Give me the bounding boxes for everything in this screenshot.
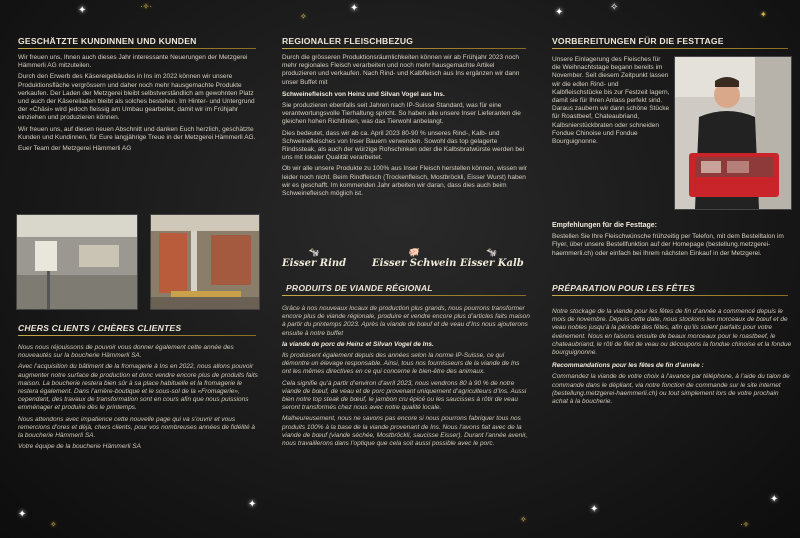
signature: Votre équipe de la boucherie Hämmerli SA bbox=[18, 443, 141, 451]
signature: Euer Team der Metzgerei Hämmerli AG bbox=[18, 145, 132, 153]
paragraph: Commandez la viande de votre choix à l’avance par téléphone, à l’aide du talon de commande dans le dépliant, via notre fonction de commande sur le site internet (bestellung.metzgerei-haemmerli.ch) ou tout simplement lors de votre prochain achat à la boucherie. bbox=[552, 373, 790, 406]
logo-eisser-schwein: 🐖 Eisser Schwein bbox=[372, 248, 457, 269]
heading-rule bbox=[552, 295, 788, 296]
heading-rule bbox=[552, 48, 788, 49]
paragraph: Durch die grösseren Produktionsräumlichkeiten können wir ab Frühjahr 2023 noch mehr regionales Fleisch verarbeiten und noch mehr hausgemachte Artikel produzieren und verkaufen. Nach Rind- und Kalbfleisch aus Ins ergänzen wir dann unser Buffet mit bbox=[282, 54, 520, 86]
paragraph: Avec l’acquisition du bâtiment de la fromagerie à Ins en 2022, nous allons pouvoir augmenter notre surface de production et donc vendre encore plus de produits faits maison. La boucherie restera bien sûr à sa place habituelle et la fromagerie le restera également. Dans l’arrière-boutique et le sous-sol de la «Fromagerie», cependant, des travaux de transformation sont en cours afin que nous puissions emménager et produire dès le printemps. bbox=[18, 363, 258, 412]
paragraph: Nous attendons avec impatience cette nouvelle page qui va s’ouvrir et vous remercions d’ores et déjà, chers clients, pour vos nombreuses années de fidélité à la boucherie Hämmerli SA. bbox=[18, 415, 256, 440]
heading-produits-regional: PRODUITS DE VIANDE RÉGIONAL bbox=[286, 283, 433, 293]
logo-eisser-kalb: 🐄 Eisser Kalb bbox=[460, 248, 524, 269]
text-block-de bbox=[552, 56, 670, 149]
paragraph: Unsere Einlagerung des Fleisches für die Weihnachtstage begann bereits im November. Seit diesem Zeitpunkt lassen wir die edlen Rind- und Kalbfleischstücke bis zur Festzeit lagern, damit sie für Ihren Anlass perfekt sind. Daraus zaubern wir dann schöne Stücke für Roastbeef, Chateaubriand, Kalbsnierstückbraten oder schneiden Fondue Chinoise und Fondue Bourguignonne. bbox=[552, 56, 670, 146]
paragraph: Bestellen Sie Ihre Fleischwünsche frühzeitig per Telefon, mit dem Bestelltalon im Flyer, über unsere Bestellfunktion auf der Homepage (bestellung.metzgerei-haemmerli.ch) oder einfach bei Ihrem nächsten Einkauf in der Metzgerei. bbox=[552, 233, 784, 257]
paragraph: Grâce à nos nouveaux locaux de production plus grands, nous pourrons transformer encore plus de viande régionale, produire et vendre encore plus d’articles faits maison à partir du printemps 2023. Après la viande de bœuf et de veau d’Ins nous ajouterons ensuite à notre buffet bbox=[282, 305, 530, 337]
paragraph: Malheureusement, nous ne savons pas encore si nous pourrons fabriquer tous nos produits 100% à la base de la viande provenant de Ins. Nous l’avons fait avec de la viande de bœuf (viande séchée, Mostbröckli, saucisse Eisser). Durant l’année avenir, nous travaillerons dans l’optique que cela soit aussi possible avec le porc. bbox=[282, 415, 528, 448]
column-left bbox=[0, 0, 268, 538]
paragraph: Cela signifie qu’à partir d’environ d’avril 2023, nous vendrons 80 à 90 % de notre viande de bœuf, de veau et de porc provenant uniquement d’agriculteurs d’Ins. Aussi bien notre top steak de bœuf, le jambon cru épicé ou les saucisses à rôtir de veau seront transformés chez nous avec notre qualité locale. bbox=[282, 379, 527, 412]
heading-rule bbox=[18, 335, 256, 336]
heading-rule bbox=[282, 295, 526, 296]
paragraph: Durch den Erwerb des Käsereigebäudes in Ins im 2022 können wir unsere Produktionsfläche vergrössern und daher noch mehr hausgemachte Produkte verkaufen. Der Laden der Metzgerei bleibt selbstverständlich am gewohnten Platz und auch der Käsereiladen bleibt als solches bestehen. Im Hinter- und Untergrund der «Chäsi» wird jedoch fleissig am Umbau gearbeitet, damit wir im Frühjahr einziehen und produzieren können. bbox=[18, 73, 255, 122]
butcher-photo bbox=[674, 56, 792, 210]
paragraph: Sie produzieren ebenfalls seit Jahren nach IP-Suisse Standard, was für eine verantwortungsvolle Tierhaltung spricht. So haben alle unsere Inser Lieferanten die gleichen hohen Richtlinien, was das Tierwohl anbelangt. bbox=[282, 102, 521, 126]
pig-icon: 🐖 bbox=[408, 248, 420, 258]
heading-vorbereitungen: VORBEREITUNGEN FÜR DIE FESTTAGE bbox=[552, 36, 724, 46]
paragraph-bold: Schweinefleisch von Heinz und Silvan Vogel aus Ins. bbox=[282, 90, 445, 98]
heading-regionaler-fleischbezug: REGIONALER FLEISCHBEZUG bbox=[282, 36, 414, 46]
paragraph: Ils produisent également depuis des années selon la norme IP-Suisse, ce qui démontre un élevage responsable. Ainsi, tous nos fournisseurs de la viande de Ins ont les mêmes directives en ce qui concerne le bien-être des animaux. bbox=[282, 352, 520, 376]
text-block-fr bbox=[18, 344, 258, 454]
renovation-photo-2 bbox=[150, 214, 260, 310]
text-block-fr bbox=[282, 305, 530, 451]
column-right bbox=[536, 0, 800, 538]
heading-kundinnen: GESCHÄTZTE KUNDINNEN UND KUNDEN bbox=[18, 36, 197, 46]
paragraph: Wir freuen uns, Ihnen auch dieses Jahr interessante Neuerungen der Metzgerei Hämmerli AG mitzuteilen. bbox=[18, 54, 248, 70]
heading-rule bbox=[18, 48, 256, 49]
subheading: Empfehlungen für die Festtage: bbox=[552, 222, 658, 229]
text-block-recommendations-de bbox=[552, 222, 792, 261]
paragraph: Dies bedeutet, dass wir ab ca. April 2023 80-90 % unseres Rind-, Kalb- und Schweinefleisches von Inser Bauern verwenden. Sowohl das top gelagerte Rindssteak, als auch der würzige Rohschinken oder die Kalbsbratwürste werden bei uns mit lokaler Qualität verarbeitet. bbox=[282, 129, 525, 162]
paragraph-bold: la viande de porc de Heinz et Silvan Vogel de Ins. bbox=[282, 340, 434, 348]
calf-icon: 🐄 bbox=[486, 248, 498, 258]
paragraph: Ob wir alle unsere Produkte zu 100% aus Inser Fleisch herstellen können, wissen wir leider noch nicht. Beim Rindfleisch (Trockenfleisch, Mostbröckli, Eisser Wurst) haben wir es geschafft. Im kommenden Jahr arbeiten wir daran, dass dies auch beim Schweinefleisch möglich ist. bbox=[282, 165, 527, 198]
paragraph: Wir freuen uns, auf diesen neuen Abschnitt und danken Euch herzlich, geschätzte Kunden und Kundinnen, für Eure langjährige Treue in der Metzgerei Hämmerli AG. bbox=[18, 125, 256, 141]
cow-icon: 🐄 bbox=[308, 248, 320, 258]
text-block-de bbox=[282, 54, 530, 201]
logo-eisser-rind: 🐄 Eisser Rind bbox=[282, 248, 347, 269]
heading-preparation: PRÉPARATION POUR LES FÊTES bbox=[552, 283, 695, 293]
text-block-fr bbox=[552, 308, 792, 409]
heading-rule bbox=[282, 48, 526, 49]
heading-chers-clients: CHERS CLIENTS / CHÈRES CLIENTES bbox=[18, 323, 182, 333]
subheading: Recommandations pour les fêtes de fin d’année : bbox=[552, 362, 704, 370]
column-middle bbox=[268, 0, 536, 538]
paragraph: Nous nous réjouissons de pouvoir vous donner également cette année des nouveautés sur la boucherie Hämmerli SA. bbox=[18, 344, 234, 360]
renovation-photo-1 bbox=[16, 214, 138, 310]
text-block-de bbox=[18, 54, 258, 156]
paragraph: Notre stockage de la viande pour les fêtes de fin d’année a commencé depuis le mois de novembre. Depuis cette date, nous stockons les morceaux de bœuf et de veau nobles jusqu’à la période des fêtes, afin qu’ils soient parfaits pour votre événement. Nous en faisons ensuite de beaux morceaux pour le roastbeef, le chateaubriand, le rôti de filet de veau ou découpons la fondue chinoise et la fondue bourguignonne. bbox=[552, 308, 792, 357]
